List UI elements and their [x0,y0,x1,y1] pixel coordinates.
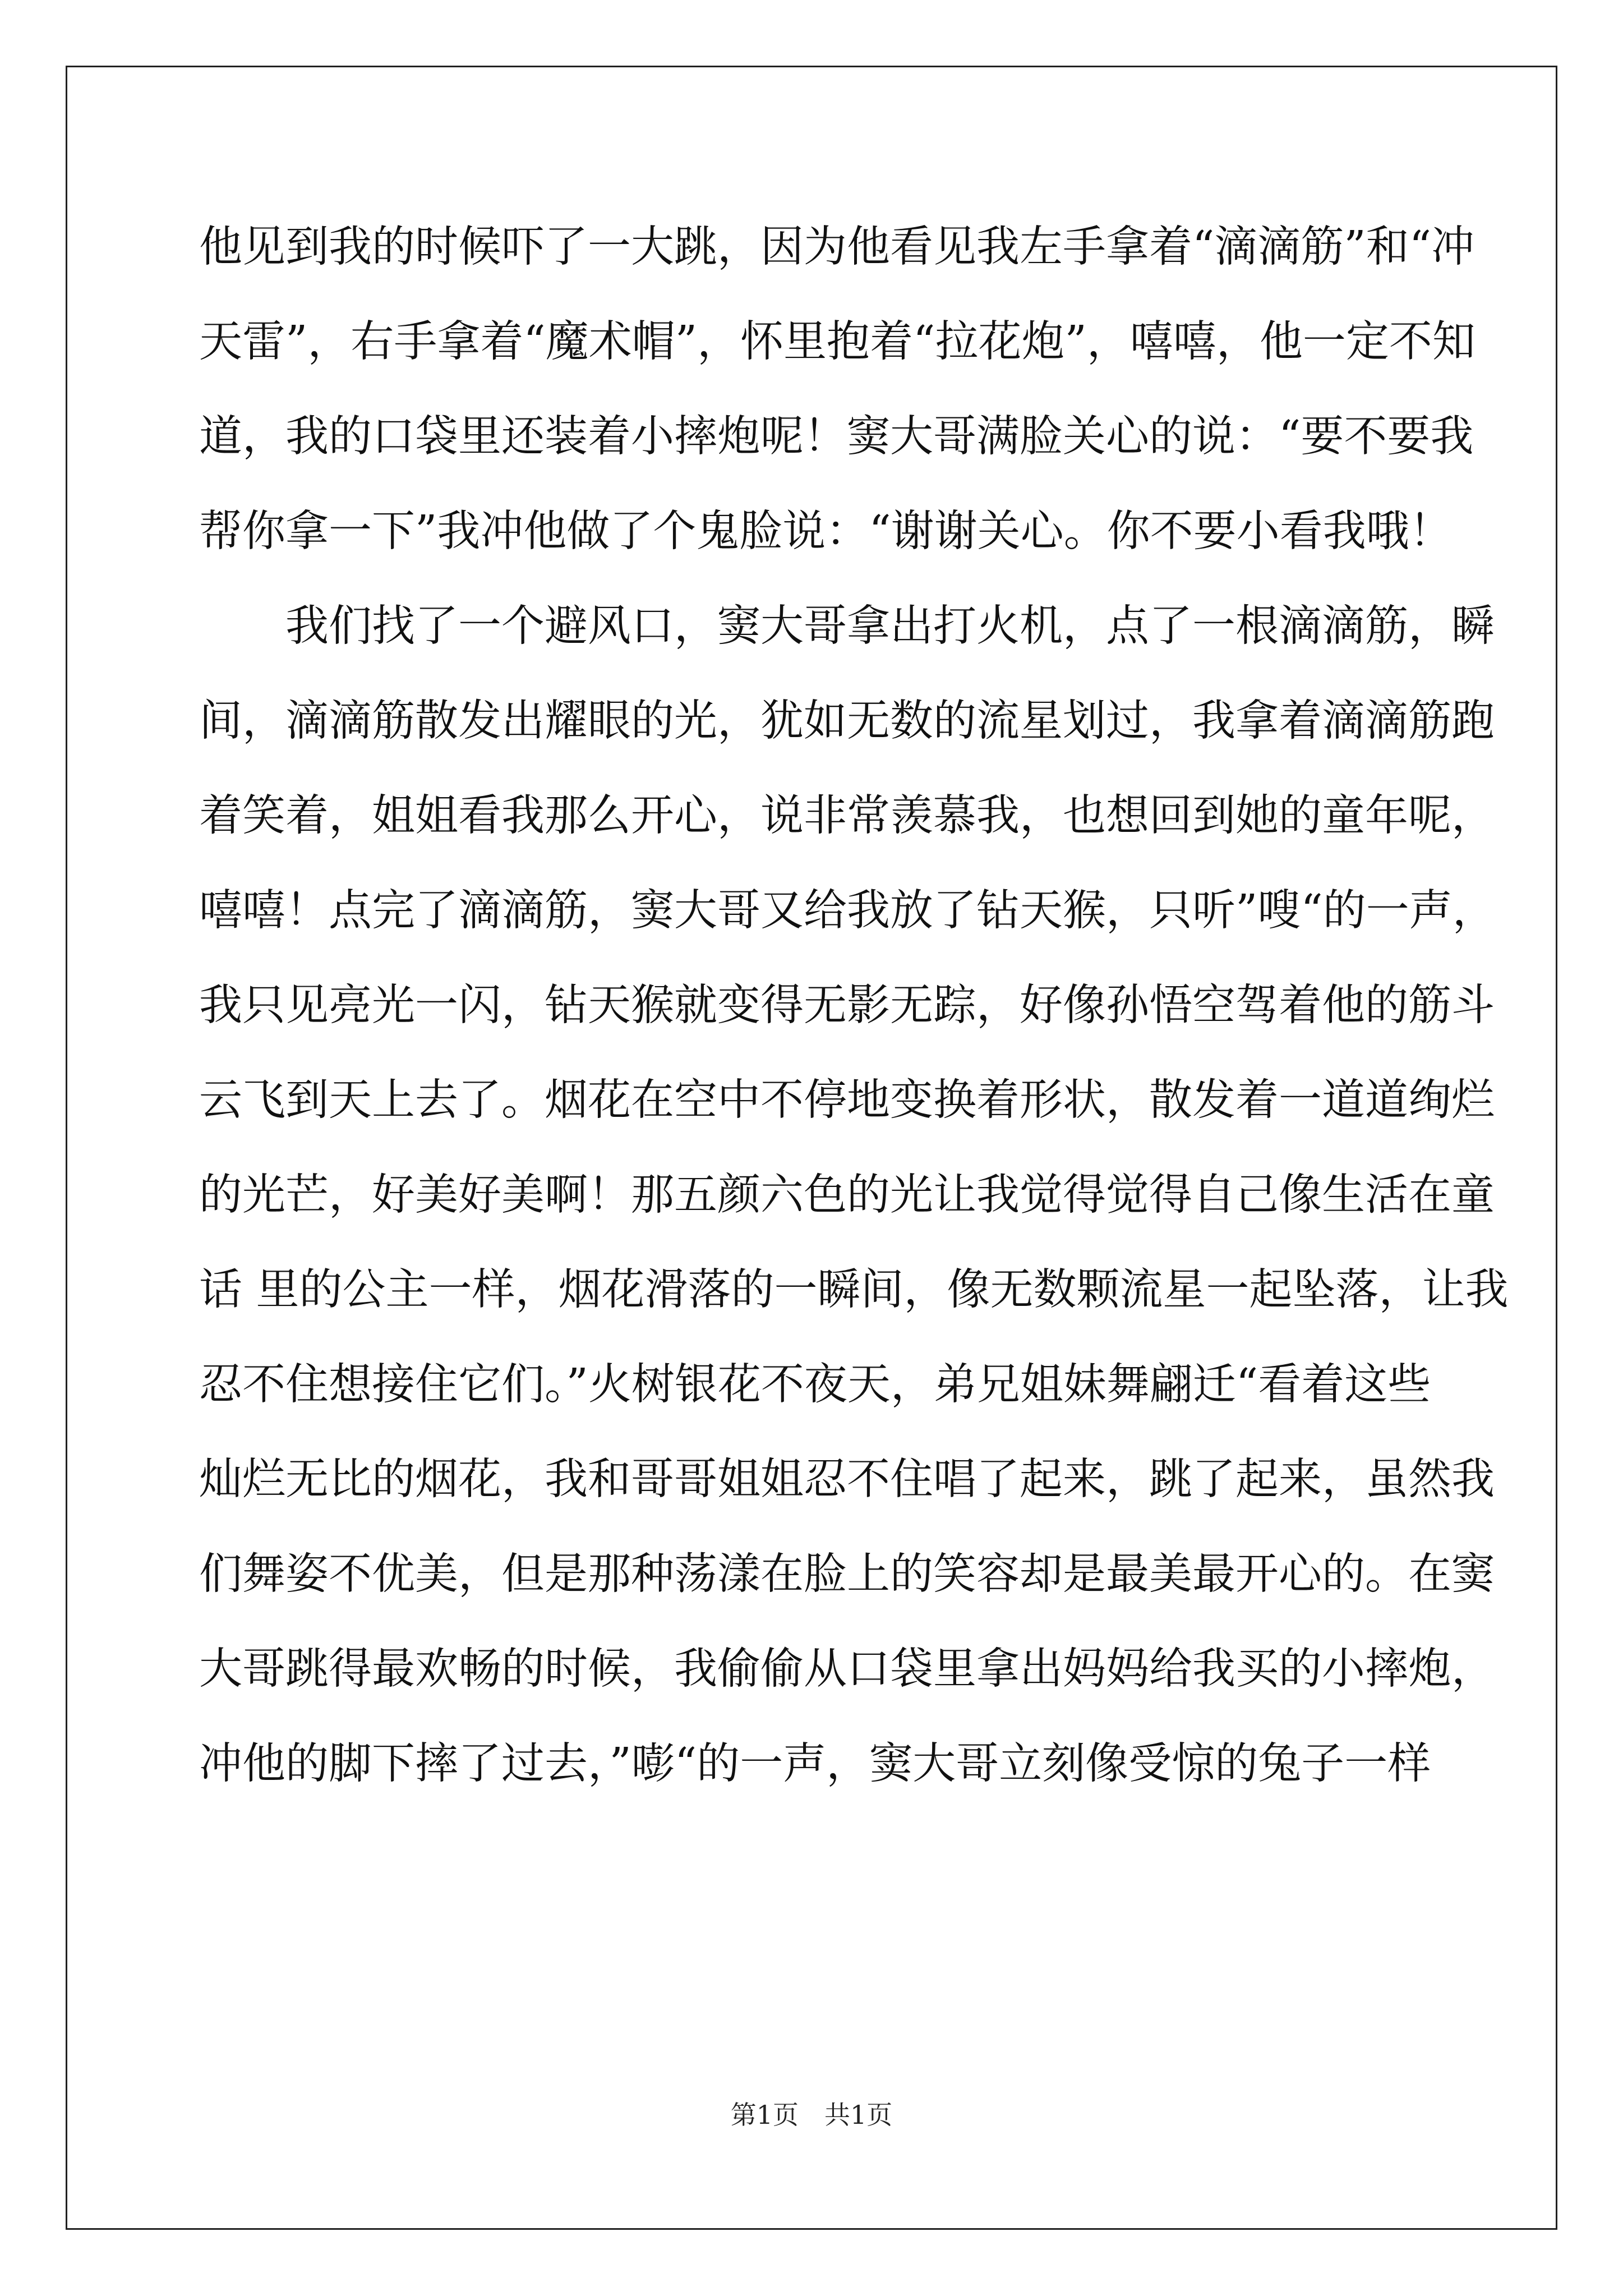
text-line: 大哥跳得最欢畅的时候，我偷偷从口袋里拿出妈妈给我买的小摔炮， [199,1644,1495,1694]
text-line: 忍不住想接住它们。”火树银花不夜天，弟兄姐妹舞翩迁“看着这些 [199,1360,1431,1410]
text-line: 嘻嘻！点完了滴滴筋，窦大哥又给我放了钻天猴，只听”嗖“的一声， [199,886,1496,936]
text-line: 话 里的公主一样，烟花滑落的一瞬间，像无数颗流星一起坠落，让我 [199,1265,1509,1315]
text-line: 天雷”，右手拿着“魔术帽”，怀里抱着“拉花炮”，嘻嘻，他一定不知 [199,317,1476,367]
page-total: 共1页 [824,2100,893,2130]
text-line: 道，我的口袋里还装着小摔炮呢！窦大哥满脸关心的说：“要不要我 [199,412,1474,462]
page-footer [0,2098,1623,2132]
text-line: 帮你拿一下”我冲他做了个鬼脸说：“谢谢关心。你不要小看我哦！ [199,507,1453,556]
page-border [66,66,1557,2230]
text-line: 我们找了一个避风口，窦大哥拿出打火机，点了一根滴滴筋，瞬 [199,601,1495,651]
text-line: 的光芒，好美好美啊！那五颜六色的光让我觉得觉得自己像生活在童 [199,1170,1495,1220]
text-line: 们舞姿不优美，但是那种荡漾在脸上的笑容却是最美最开心的。在窦 [199,1549,1495,1599]
text-line: 间，滴滴筋散发出耀眼的光，犹如无数的流星划过，我拿着滴滴筋跑 [199,696,1495,746]
text-line: 着笑着，姐姐看我那么开心，说非常羡慕我，也想回到她的童年呢， [199,791,1495,841]
text-line: 我只见亮光一闪，钻天猴就变得无影无踪，好像孙悟空驾着他的筋斗 [199,981,1495,1030]
text-line: 灿烂无比的烟花，我和哥哥姐姐忍不住唱了起来，跳了起来，虽然我 [199,1455,1495,1504]
text-line: 冲他的脚下摔了过去，”嘭“的一声，窦大哥立刻像受惊的兔子一样 [199,1739,1431,1789]
text-line: 他见到我的时候吓了一大跳，因为他看见我左手拿着“滴滴筋”和“冲 [199,222,1475,272]
text-line: 云飞到天上去了。烟花在空中不停地变换着形状，散发着一道道绚烂 [199,1075,1495,1125]
page-number: 第1页 [730,2100,799,2130]
